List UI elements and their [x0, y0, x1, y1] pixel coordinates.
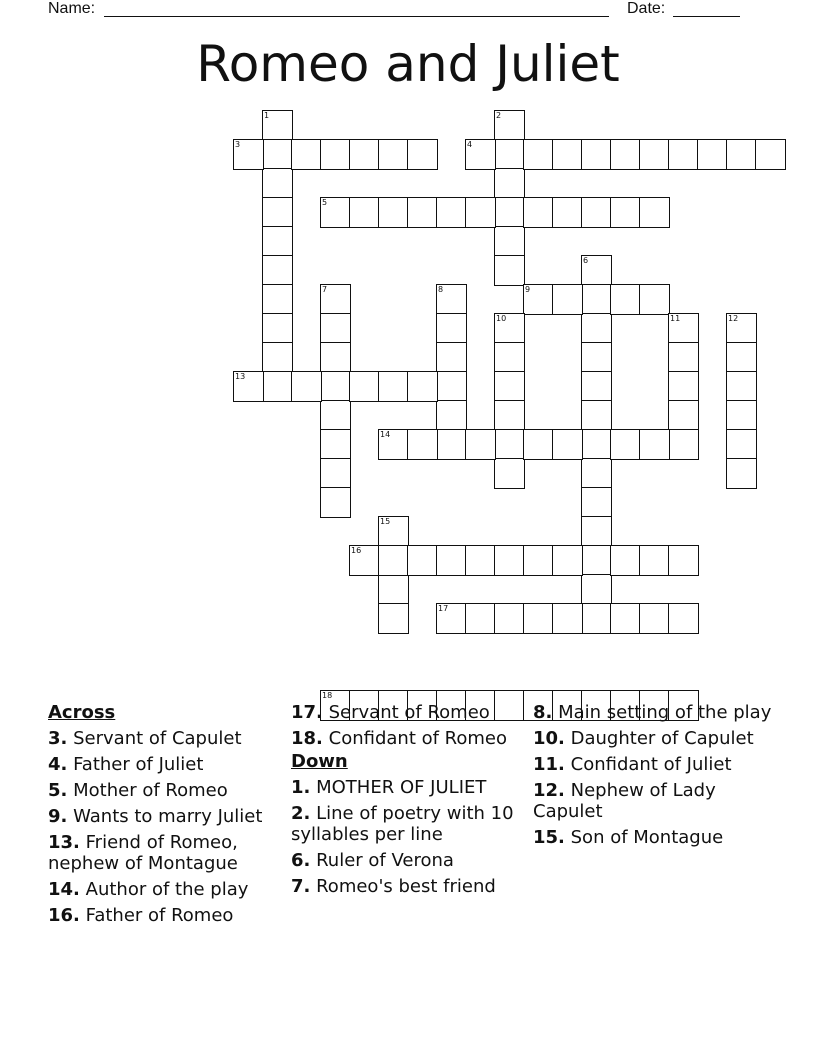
cell-number: 7 — [322, 285, 328, 294]
crossword-cell[interactable] — [436, 429, 467, 460]
crossword-cell[interactable] — [436, 400, 467, 431]
clue-number: 3. — [48, 728, 68, 749]
crossword-cell[interactable] — [494, 342, 525, 373]
crossword-cell[interactable] — [494, 255, 525, 286]
clue-down-8 — [533, 702, 773, 723]
cell-number: 12 — [728, 314, 739, 323]
crossword-cell[interactable] — [407, 545, 438, 576]
clue-across-16 — [48, 905, 280, 926]
crossword-cell[interactable] — [233, 139, 264, 170]
crossword-cell[interactable] — [262, 110, 293, 141]
crossword-cell[interactable] — [320, 342, 351, 373]
crossword-cell[interactable] — [494, 400, 525, 431]
crossword-cell[interactable] — [726, 400, 757, 431]
down-heading: Down — [291, 751, 348, 772]
clue-text: Wants to marry Juliet — [73, 806, 263, 827]
cell-number: 3 — [235, 140, 241, 149]
crossword-cell[interactable] — [581, 603, 612, 634]
crossword-cell[interactable] — [320, 313, 351, 344]
crossword-cell[interactable] — [610, 139, 641, 170]
name-blank-line[interactable] — [104, 0, 609, 17]
clue-number: 17. — [291, 702, 323, 723]
crossword-cell[interactable] — [610, 197, 641, 228]
clue-number: 5. — [48, 780, 68, 801]
cell-number: 6 — [583, 256, 589, 265]
clue-text: Confidant of Juliet — [570, 754, 732, 775]
clue-text: Romeo's best friend — [316, 876, 496, 897]
clue-down-12 — [533, 780, 773, 822]
crossword-cell[interactable] — [523, 429, 554, 460]
crossword-cell[interactable] — [233, 371, 264, 402]
crossword-cell[interactable] — [291, 371, 322, 402]
crossword-cell[interactable] — [552, 429, 583, 460]
cell-number: 15 — [380, 517, 391, 526]
clue-text: MOTHER OF JULIET — [316, 777, 487, 798]
crossword-cell[interactable] — [610, 429, 641, 460]
clue-text: Father of Romeo — [85, 905, 234, 926]
cell-number: 14 — [380, 430, 391, 439]
clue-text: Servant of Romeo — [328, 702, 490, 723]
cell-number: 5 — [322, 198, 328, 207]
crossword-cell[interactable] — [668, 400, 699, 431]
clue-down-6 — [291, 850, 523, 871]
crossword-cell[interactable] — [494, 168, 525, 199]
crossword-cell[interactable] — [407, 197, 438, 228]
crossword-cell[interactable] — [494, 429, 525, 460]
clue-across-4 — [48, 754, 280, 775]
crossword-cell[interactable] — [639, 545, 670, 576]
crossword-cell[interactable] — [552, 139, 583, 170]
clue-down-1 — [291, 777, 523, 798]
crossword-cell[interactable] — [668, 603, 699, 634]
crossword-cell[interactable] — [581, 487, 612, 518]
crossword-cell[interactable] — [320, 429, 351, 460]
crossword-cell[interactable] — [552, 197, 583, 228]
crossword-cell[interactable] — [378, 603, 409, 634]
crossword-cell[interactable] — [726, 371, 757, 402]
clue-across-13 — [48, 832, 280, 874]
clue-text: Nephew of Lady Capulet — [533, 780, 716, 822]
crossword-cell[interactable] — [262, 255, 293, 286]
clues-column-2 — [291, 702, 523, 902]
clue-text: Ruler of Verona — [316, 850, 454, 871]
cell-number: 2 — [496, 111, 502, 120]
crossword-cell[interactable] — [320, 284, 351, 315]
crossword-cell[interactable] — [668, 139, 699, 170]
crossword-cell[interactable] — [668, 342, 699, 373]
clues-column-3 — [533, 702, 773, 853]
crossword-cell[interactable] — [581, 255, 612, 286]
crossword-cell[interactable] — [581, 371, 612, 402]
clue-number: 7. — [291, 876, 311, 897]
crossword-cell[interactable] — [378, 574, 409, 605]
cell-number: 1 — [264, 111, 270, 120]
crossword-cell[interactable] — [494, 197, 525, 228]
crossword-cell[interactable] — [610, 284, 641, 315]
crossword-cell[interactable] — [523, 284, 554, 315]
crossword-cell[interactable] — [436, 197, 467, 228]
crossword-cell[interactable] — [407, 429, 438, 460]
crossword-cell[interactable] — [581, 429, 612, 460]
clue-text: Author of the play — [85, 879, 249, 900]
clues-column-1 — [48, 702, 280, 931]
crossword-cell[interactable] — [639, 603, 670, 634]
crossword-cell[interactable] — [465, 197, 496, 228]
crossword-cell[interactable] — [465, 429, 496, 460]
crossword-cell[interactable] — [668, 313, 699, 344]
clue-number: 13. — [48, 832, 80, 853]
crossword-cell[interactable] — [610, 603, 641, 634]
crossword-cell[interactable] — [581, 139, 612, 170]
clue-down-2 — [291, 803, 523, 845]
cell-number: 16 — [351, 546, 362, 555]
clue-text: Daughter of Capulet — [570, 728, 754, 749]
crossword-cell[interactable] — [320, 487, 351, 518]
clue-down-11 — [533, 754, 773, 775]
crossword-cell[interactable] — [320, 139, 351, 170]
crossword-cell[interactable] — [378, 429, 409, 460]
across-heading: Across — [48, 702, 116, 723]
crossword-cell[interactable] — [320, 197, 351, 228]
crossword-cell[interactable] — [581, 313, 612, 344]
cell-number: 10 — [496, 314, 507, 323]
crossword-cell[interactable] — [262, 168, 293, 199]
clue-across-9 — [48, 806, 280, 827]
clue-across-18 — [291, 728, 523, 749]
crossword-cell[interactable] — [436, 313, 467, 344]
crossword-cell[interactable] — [465, 139, 496, 170]
clue-text: Friend of Romeo, nephew of Montague — [48, 832, 238, 874]
clue-across-14 — [48, 879, 280, 900]
clue-number: 15. — [533, 827, 565, 848]
crossword-cell[interactable] — [639, 284, 670, 315]
cell-number: 8 — [438, 285, 444, 294]
crossword-cell[interactable] — [436, 545, 467, 576]
crossword-cell[interactable] — [581, 545, 612, 576]
crossword-cell[interactable] — [523, 603, 554, 634]
crossword-cell[interactable] — [581, 516, 612, 547]
crossword-cell[interactable] — [639, 429, 670, 460]
crossword-cell[interactable] — [726, 458, 757, 489]
crossword-cell[interactable] — [726, 342, 757, 373]
crossword-cell[interactable] — [378, 197, 409, 228]
clue-number: 2. — [291, 803, 311, 824]
clue-number: 6. — [291, 850, 311, 871]
crossword-cell[interactable] — [407, 139, 438, 170]
crossword-cell[interactable] — [291, 139, 322, 170]
clue-text: Father of Juliet — [73, 754, 204, 775]
cell-number: 9 — [525, 285, 531, 294]
clue-text: Servant of Capulet — [73, 728, 242, 749]
crossword-cell[interactable] — [668, 429, 699, 460]
crossword-cell[interactable] — [697, 139, 728, 170]
clue-number: 8. — [533, 702, 553, 723]
crossword-cell[interactable] — [668, 545, 699, 576]
cell-number: 4 — [467, 140, 473, 149]
clue-number: 10. — [533, 728, 565, 749]
clue-text: Confidant of Romeo — [328, 728, 507, 749]
crossword-cell[interactable] — [581, 574, 612, 605]
crossword-cell[interactable] — [726, 313, 757, 344]
cell-number: 13 — [235, 372, 246, 381]
crossword-cell[interactable] — [494, 110, 525, 141]
crossword-cell[interactable] — [436, 284, 467, 315]
crossword-cell[interactable] — [610, 545, 641, 576]
crossword-cell[interactable] — [320, 458, 351, 489]
clue-number: 18. — [291, 728, 323, 749]
crossword-cell[interactable] — [552, 603, 583, 634]
crossword-cell[interactable] — [378, 516, 409, 547]
crossword-cell[interactable] — [494, 371, 525, 402]
crossword-cell[interactable] — [262, 313, 293, 344]
crossword-cell[interactable] — [726, 429, 757, 460]
cell-number: 11 — [670, 314, 681, 323]
crossword-cell[interactable] — [668, 371, 699, 402]
cell-number: 18 — [322, 691, 333, 700]
crossword-cell[interactable] — [436, 603, 467, 634]
crossword-cell[interactable] — [755, 139, 786, 170]
clue-number: 1. — [291, 777, 311, 798]
clue-text: Mother of Romeo — [73, 780, 228, 801]
clue-number: 9. — [48, 806, 68, 827]
crossword-cell[interactable] — [262, 139, 293, 170]
crossword-cell[interactable] — [552, 545, 583, 576]
crossword-cell[interactable] — [349, 545, 380, 576]
crossword-cell[interactable] — [494, 545, 525, 576]
crossword-cell[interactable] — [378, 139, 409, 170]
crossword-cell[interactable] — [639, 197, 670, 228]
cell-number: 17 — [438, 604, 449, 613]
clue-text: Main setting of the play — [558, 702, 772, 723]
crossword-cell[interactable] — [378, 371, 409, 402]
clue-number: 16. — [48, 905, 80, 926]
crossword-cell[interactable] — [494, 226, 525, 257]
clue-number: 11. — [533, 754, 565, 775]
clue-across-5 — [48, 780, 280, 801]
clue-across-3 — [48, 728, 280, 749]
crossword-cell[interactable] — [349, 139, 380, 170]
crossword-cell[interactable] — [262, 284, 293, 315]
crossword-cell[interactable] — [349, 371, 380, 402]
clue-down-7 — [291, 876, 523, 897]
crossword-cell[interactable] — [436, 371, 467, 402]
clue-down-10 — [533, 728, 773, 749]
crossword-cell[interactable] — [494, 458, 525, 489]
crossword-cell[interactable] — [262, 197, 293, 228]
crossword-cell[interactable] — [349, 197, 380, 228]
crossword-cell[interactable] — [639, 139, 670, 170]
crossword-cell[interactable] — [581, 458, 612, 489]
crossword-cell[interactable] — [581, 400, 612, 431]
clue-down-15 — [533, 827, 773, 848]
date-label: Date: — [627, 0, 666, 17]
clue-text: Line of poetry with 10 syllables per line — [291, 803, 514, 845]
clue-text: Son of Montague — [570, 827, 724, 848]
clue-number: 4. — [48, 754, 68, 775]
crossword-cell[interactable] — [262, 226, 293, 257]
crossword-cell[interactable] — [262, 371, 293, 402]
crossword-cell[interactable] — [378, 545, 409, 576]
crossword-cell[interactable] — [523, 139, 554, 170]
crossword-cell[interactable] — [262, 342, 293, 373]
date-blank-line[interactable] — [673, 0, 740, 17]
crossword-cell[interactable] — [581, 284, 612, 315]
crossword-cell[interactable] — [494, 139, 525, 170]
crossword-cell[interactable] — [407, 371, 438, 402]
crossword-cell[interactable] — [523, 545, 554, 576]
crossword-cell[interactable] — [494, 603, 525, 634]
crossword-cell[interactable] — [523, 197, 554, 228]
crossword-cell[interactable] — [581, 197, 612, 228]
crossword-cell[interactable] — [581, 342, 612, 373]
crossword-cell[interactable] — [494, 313, 525, 344]
crossword-cell[interactable] — [726, 139, 757, 170]
crossword-cell[interactable] — [465, 545, 496, 576]
crossword-cell[interactable] — [552, 284, 583, 315]
name-label: Name: — [48, 0, 96, 17]
crossword-cell[interactable] — [436, 342, 467, 373]
crossword-cell[interactable] — [465, 603, 496, 634]
crossword-cell[interactable] — [320, 400, 351, 431]
page-title: Romeo and Juliet — [196, 35, 620, 93]
clue-number: 14. — [48, 879, 80, 900]
clue-across-17 — [291, 702, 523, 723]
clue-number: 12. — [533, 780, 565, 801]
crossword-cell[interactable] — [320, 371, 351, 402]
